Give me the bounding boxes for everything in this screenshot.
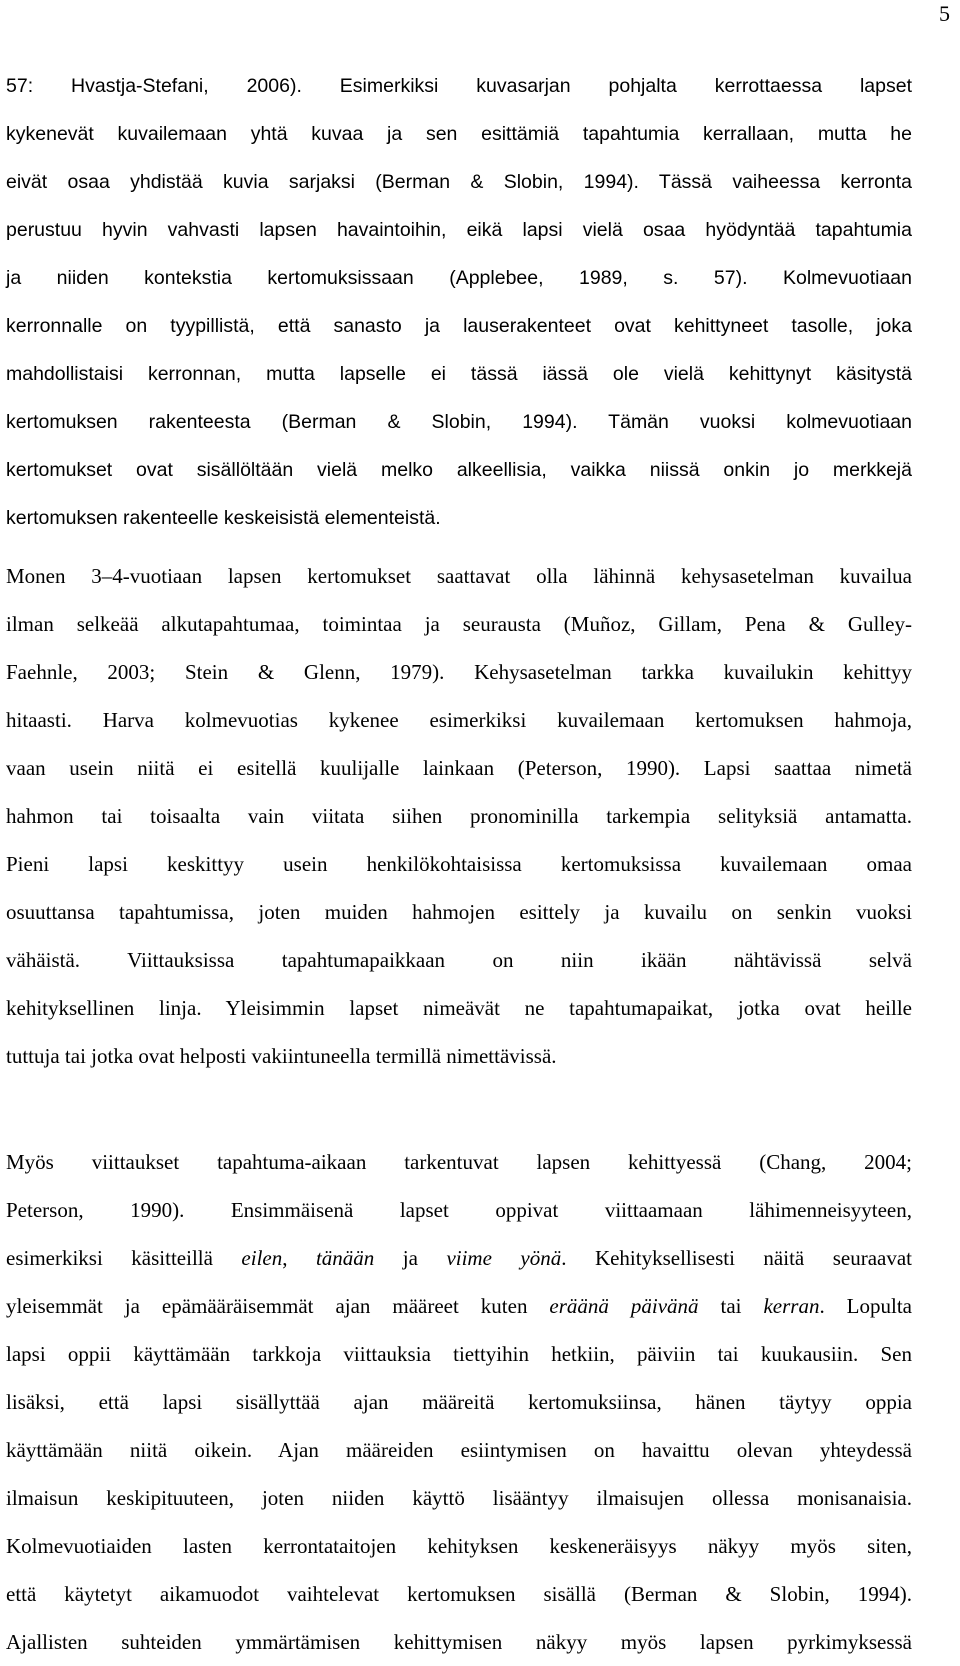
emphasized-term: kerran bbox=[763, 1294, 820, 1318]
text-line: vähäistä. Viittauksissa tapahtumapaikkaan on niin ikään nähtävissä selvä bbox=[6, 948, 912, 972]
text-line: ilmaisun keskipituuteen, joten niiden käyttö lisääntyy ilmaisujen ollessa monisanaisia. bbox=[6, 1486, 912, 1510]
text-line: käyttämään niitä oikein. Ajan määreiden esiintymisen on havaittu olevan yhteydessä bbox=[6, 1438, 912, 1462]
emphasized-term: eräänä päivänä bbox=[549, 1294, 699, 1318]
text-run: yleisemmät ja epämääräisemmät ajan määreet kuten bbox=[6, 1294, 550, 1318]
text-line: Faehnle, 2003; Stein & Glenn, 1979). Kehysasetelman tarkka kuvailukin kehittyy bbox=[6, 660, 912, 684]
emphasized-term: viime yönä bbox=[446, 1246, 562, 1270]
text-run: ja bbox=[374, 1246, 447, 1270]
text-line: kykenevät kuvailemaan yhtä kuvaa ja sen esittämiä tapahtumia kerrallaan, mutta he bbox=[6, 123, 912, 145]
text-line: kertomuksen rakenteesta (Berman & Slobin, 1994). Tämän vuoksi kolmevuotiaan bbox=[6, 411, 912, 433]
page-number: 5 bbox=[939, 1, 950, 26]
text-line: että käytetyt aikamuodot vaihtelevat kertomuksen sisällä (Berman & Slobin, 1994). bbox=[6, 1582, 912, 1606]
paragraph-3 bbox=[6, 1138, 912, 1666]
text-line: eivät osaa yhdistää kuvia sarjaksi (Berman & Slobin, 1994). Tässä vaiheessa kerronta bbox=[6, 171, 912, 193]
text-line: hitaasti. Harva kolmevuotias kykenee esimerkiksi kuvailemaan kertomuksen hahmoja, bbox=[6, 708, 912, 732]
paragraph-2 bbox=[6, 552, 912, 1080]
text-line bbox=[6, 1282, 912, 1330]
text-line: osuuttansa tapahtumissa, joten muiden hahmojen esittely ja kuvailu on senkin vuoksi bbox=[6, 900, 912, 924]
text-run: esimerkiksi käsitteillä bbox=[6, 1246, 242, 1270]
emphasized-term: eilen bbox=[241, 1246, 283, 1270]
text-line: Myös viittaukset tapahtuma-aikaan tarkentuvat lapsen kehittyessä (Chang, 2004; bbox=[6, 1150, 912, 1174]
paragraph-1 bbox=[6, 62, 912, 542]
text-line: Kolmevuotiaiden lasten kerrontataitojen kehityksen keskeneräisyys näkyy myös siten, bbox=[6, 1534, 912, 1558]
text-line bbox=[6, 1234, 912, 1282]
text-line: Monen 3–4-vuotiaan lapsen kertomukset saattavat olla lähinnä kehysasetelman kuvailua bbox=[6, 564, 912, 588]
text-line: Pieni lapsi keskittyy usein henkilökohtaisissa kertomuksissa kuvailemaan omaa bbox=[6, 852, 912, 876]
emphasized-term: tänään bbox=[315, 1246, 375, 1270]
text-line: kertomuksen rakenteelle keskeisistä elementeistä. bbox=[6, 507, 441, 529]
text-line: lapsi oppii käyttämään tarkkoja viittauksia tiettyihin hetkiin, päiviin tai kuukausiin. Sen bbox=[6, 1342, 912, 1366]
text-line: ja niiden kontekstia kertomuksissaan (Applebee, 1989, s. 57). Kolmevuotiaan bbox=[6, 267, 912, 289]
text-line: perustuu hyvin vahvasti lapsen havaintoihin, eikä lapsi vielä osaa hyödyntää tapahtumia bbox=[6, 219, 912, 241]
text-run: , bbox=[282, 1246, 316, 1270]
text-line: kerronnalle on tyypillistä, että sanasto ja lauserakenteet ovat kehittyneet tasolle, joka bbox=[6, 315, 912, 337]
text-line: Ajallisten suhteiden ymmärtämisen kehittymisen näkyy myös lapsen pyrkimyksessä bbox=[6, 1630, 912, 1654]
text-line: tuttuja tai jotka ovat helposti vakiintuneella termillä nimettävissä. bbox=[6, 1044, 557, 1068]
text-line: ilman selkeää alkutapahtumaa, toimintaa ja seurausta (Muñoz, Gillam, Pena & Gulley- bbox=[6, 612, 912, 636]
text-line: 57: Hvastja-Stefani, 2006). Esimerkiksi kuvasarjan pohjalta kerrottaessa lapset bbox=[6, 75, 912, 97]
text-line: Peterson, 1990). Ensimmäisenä lapset oppivat viittaamaan lähimenneisyyteen, bbox=[6, 1198, 912, 1222]
text-line: vaan usein niitä ei esitellä kuulijalle lainkaan (Peterson, 1990). Lapsi saattaa nimetä bbox=[6, 756, 912, 780]
text-run: tai bbox=[698, 1294, 764, 1318]
text-run: . Kehityksellisesti näitä seuraavat bbox=[561, 1246, 912, 1270]
text-run: . Lopulta bbox=[819, 1294, 913, 1318]
text-line: kehityksellinen linja. Yleisimmin lapset nimeävät ne tapahtumapaikat, jotka ovat heille bbox=[6, 996, 912, 1020]
text-line: kertomukset ovat sisällöltään vielä melko alkeellisia, vaikka niissä onkin jo merkkejä bbox=[6, 459, 912, 481]
text-line: mahdollistaisi kerronnan, mutta lapselle ei tässä iässä ole vielä kehittynyt käsitystä bbox=[6, 363, 912, 385]
text-line: hahmon tai toisaalta vain viitata siihen pronominilla tarkempia selityksiä antamatta. bbox=[6, 804, 912, 828]
text-line: lisäksi, että lapsi sisällyttää ajan määreitä kertomuksiinsa, hänen täytyy oppia bbox=[6, 1390, 912, 1414]
